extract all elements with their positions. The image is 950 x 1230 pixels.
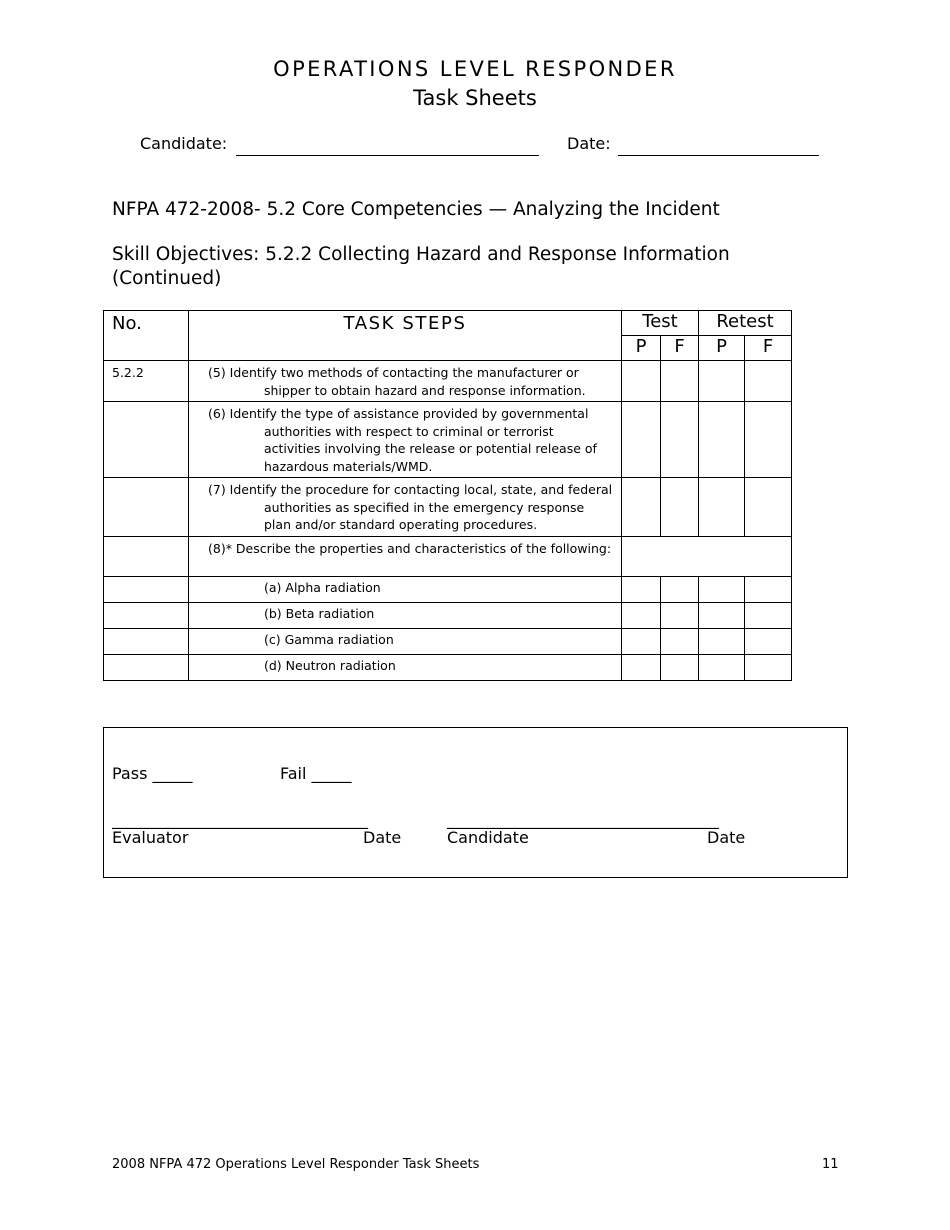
- candidate-label-signature: Candidate: [447, 828, 529, 847]
- sub-step-text: (c) Gamma radiation: [189, 628, 622, 654]
- test-fail-cell[interactable]: [661, 628, 699, 654]
- task-step-text: (5) Identify two methods of contacting the manufacturer or shipper to obtain hazard and response information.: [189, 361, 622, 402]
- task-step-text: (7) Identify the procedure for contacting local, state, and federal authorities as specified in the emergency response plan and/or standard operating procedures.: [189, 478, 622, 537]
- competency-heading: NFPA 472-2008- 5.2 Core Competencies — Analyzing the Incident: [112, 199, 720, 220]
- table-row: [104, 576, 792, 602]
- table-row: [104, 628, 792, 654]
- pass-field[interactable]: Pass _____: [112, 764, 193, 783]
- objective-line-1: Skill Objectives: 5.2.2 Collecting Hazard and Response Information: [112, 244, 730, 265]
- row-number: [104, 628, 189, 654]
- column-header-retest-p: P: [699, 336, 745, 361]
- test-pass-cell[interactable]: [622, 576, 661, 602]
- date-label: Date:: [567, 134, 611, 153]
- row-number: [104, 536, 189, 576]
- column-header-retest-f: F: [745, 336, 792, 361]
- evaluation-box: [103, 727, 848, 878]
- test-fail-cell[interactable]: [661, 402, 699, 478]
- retest-pass-cell[interactable]: [699, 402, 745, 478]
- table-row: [104, 536, 792, 576]
- table-row: [104, 602, 792, 628]
- page-title: OPERATIONS LEVEL RESPONDER: [273, 57, 677, 81]
- table-row: [104, 478, 792, 537]
- column-header-task-steps: TASK STEPS: [189, 311, 622, 361]
- task-step-text: (6) Identify the type of assistance provided by governmental authorities with respect to criminal or terrorist activities involving the release or potential release of hazardous materials/WMD.: [189, 402, 622, 478]
- table-row: [104, 654, 792, 680]
- evaluator-label: Evaluator: [112, 828, 189, 847]
- retest-pass-cell[interactable]: [699, 576, 745, 602]
- test-fail-cell[interactable]: [661, 576, 699, 602]
- objective-heading: [112, 243, 730, 291]
- retest-pass-cell[interactable]: [699, 602, 745, 628]
- page-number: 11: [822, 1157, 839, 1172]
- footer-text: 2008 NFPA 472 Operations Level Responder Task Sheets: [112, 1157, 480, 1172]
- test-pass-cell[interactable]: [622, 361, 661, 402]
- sub-step-text: (a) Alpha radiation: [189, 576, 622, 602]
- test-pass-cell[interactable]: [622, 628, 661, 654]
- retest-pass-cell[interactable]: [699, 654, 745, 680]
- test-pass-cell[interactable]: [622, 654, 661, 680]
- table-row: [104, 361, 792, 402]
- test-fail-cell[interactable]: [661, 654, 699, 680]
- column-header-test: Test: [622, 311, 699, 336]
- retest-fail-cell[interactable]: [745, 478, 792, 537]
- candidate-date-label: Date: [707, 828, 746, 847]
- column-header-test-p: P: [622, 336, 661, 361]
- evaluator-date-label: Date: [363, 828, 402, 847]
- candidate-signature-line[interactable]: __________________________________: [447, 810, 719, 829]
- test-fail-cell[interactable]: [661, 361, 699, 402]
- row-number: [104, 402, 189, 478]
- objective-line-2: (Continued): [112, 268, 222, 289]
- test-pass-cell[interactable]: [622, 402, 661, 478]
- row-number: 5.2.2: [104, 361, 189, 402]
- sub-step-text: (b) Beta radiation: [189, 602, 622, 628]
- task-step-text: (8)* Describe the properties and characteristics of the following:: [189, 536, 622, 576]
- date-field[interactable]: [618, 155, 819, 156]
- task-steps-table: [103, 310, 792, 681]
- row-number: [104, 576, 189, 602]
- column-header-retest: Retest: [699, 311, 792, 336]
- retest-fail-cell[interactable]: [745, 361, 792, 402]
- retest-fail-cell[interactable]: [745, 576, 792, 602]
- fail-field[interactable]: Fail _____: [280, 764, 352, 783]
- retest-fail-cell[interactable]: [745, 402, 792, 478]
- column-header-test-f: F: [661, 336, 699, 361]
- retest-pass-cell[interactable]: [699, 478, 745, 537]
- retest-pass-cell[interactable]: [699, 361, 745, 402]
- test-pass-cell[interactable]: [622, 478, 661, 537]
- retest-fail-cell[interactable]: [745, 602, 792, 628]
- row-number: [104, 478, 189, 537]
- test-fail-cell[interactable]: [661, 602, 699, 628]
- retest-pass-cell[interactable]: [699, 628, 745, 654]
- retest-fail-cell[interactable]: [745, 628, 792, 654]
- sub-step-text: (d) Neutron radiation: [189, 654, 622, 680]
- table-row: [104, 402, 792, 478]
- merged-score-cell: [622, 536, 792, 576]
- row-number: [104, 602, 189, 628]
- row-number: [104, 654, 189, 680]
- column-header-no: No.: [104, 311, 189, 361]
- candidate-label: Candidate:: [140, 134, 228, 153]
- test-pass-cell[interactable]: [622, 602, 661, 628]
- test-fail-cell[interactable]: [661, 478, 699, 537]
- candidate-field[interactable]: [236, 155, 539, 156]
- retest-fail-cell[interactable]: [745, 654, 792, 680]
- evaluator-signature-line[interactable]: ________________________________: [112, 810, 368, 829]
- page-subtitle: Task Sheets: [413, 86, 537, 110]
